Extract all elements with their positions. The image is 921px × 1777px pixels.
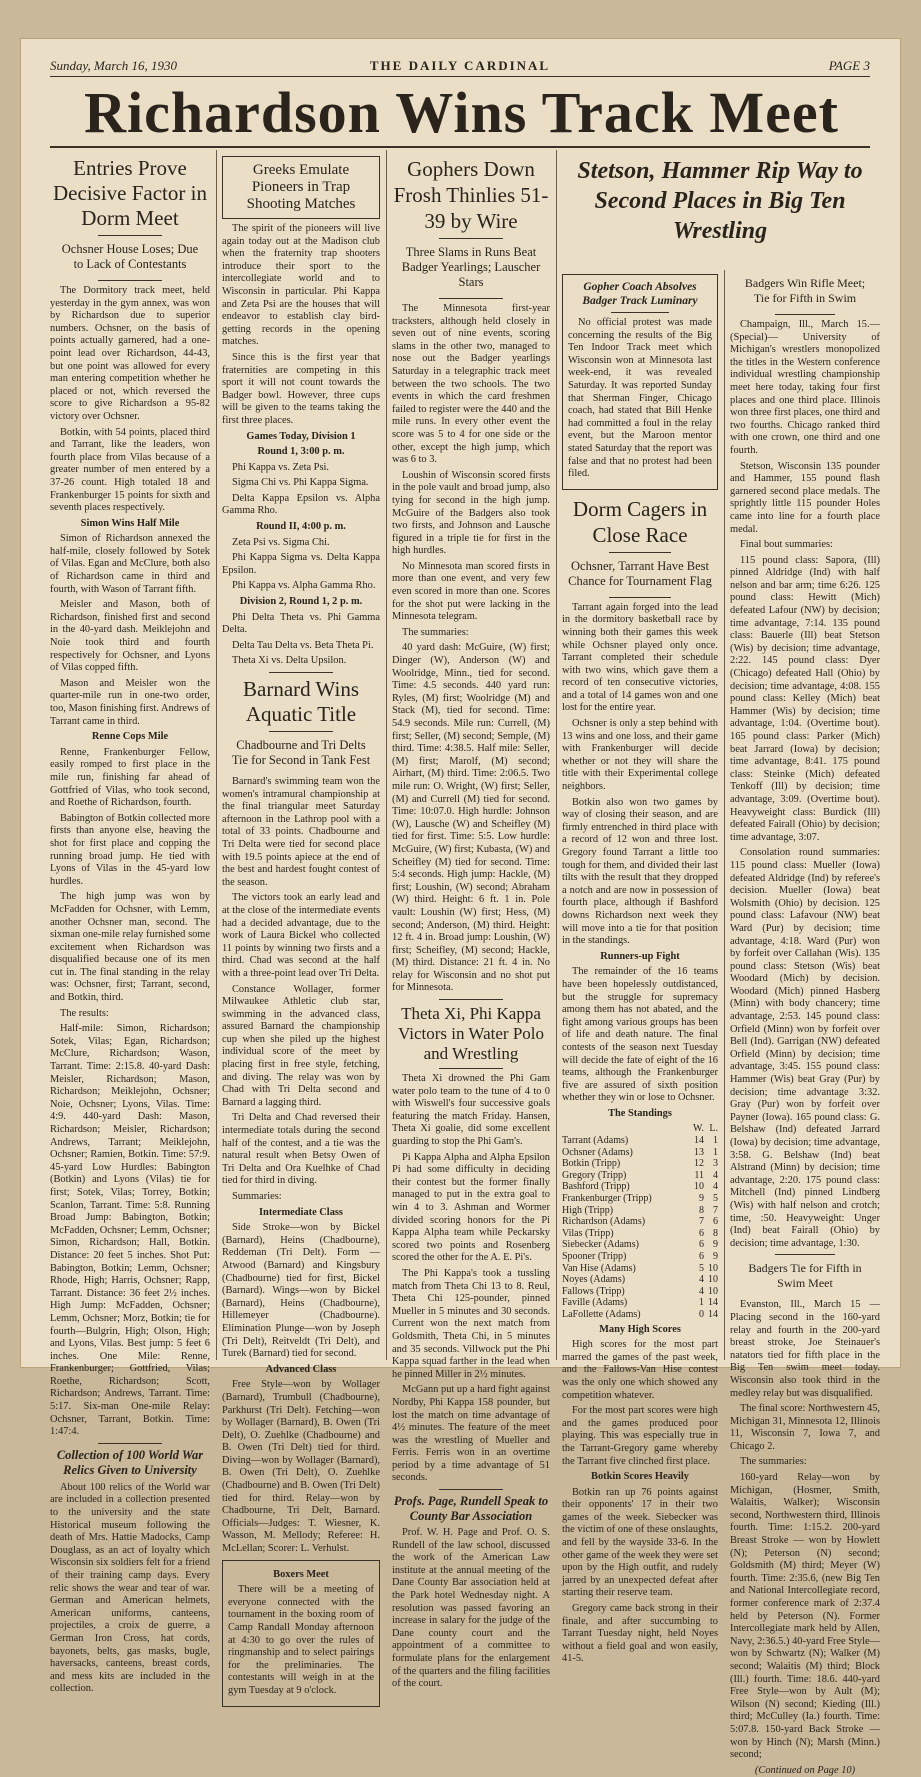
subhead: Simon Wins Half Mile — [80, 517, 180, 529]
paragraph: Ochsner is only a step behind with 13 wins and one loss, and their game with Frankenburger will decide whether or not they will share the title with their Experimental college neighbors. — [562, 718, 718, 793]
paragraph: The Phi Kappa's took a tussling match from Theta Chi 13 to 8. Reul, Theta Chi 125-pounder, pinned Mueller in 5 minutes and 30 seconds. Current won the next match from Goldsmith, Theta Chi, in 5 minutes and 35 seconds. Villwock put the Phi Kappa squad farther in the lead when he pinned Miller in 2½ minutes. — [392, 1267, 550, 1380]
subhead: Boxers Meet — [273, 1568, 329, 1580]
paragraph: The victors took an early lead and at the close of the intermediate events had a decided advantage, due to the work of Laura Bickel who collected 11 points by winning two firsts and a third. Chad was second at the half with a three-point lead over Tri Delta. — [222, 892, 380, 979]
paragraph: The spirit of the pioneers will live again today out at the Madison club when the fraternity trap shooters introduce their sport to the intercollegiate world and to Wisconsin in particular. Phi Kappa and Zeta Psi are the houses that will endeavor to establish clay bird-getting records in the opening matches. — [222, 223, 380, 348]
subhead: Round II, 4:00 p. m. — [256, 521, 346, 533]
divider — [98, 1443, 162, 1444]
paragraph: The remainder of the 16 teams have been hopelessly outdistanced, but the struggle for supremacy among them has not abated, and the fight among various groups has been of life and death nature. The final contests of the season next Tuesday will decide the fate of eight of the 16 teams, although the Frankenburger five are assured of sixth position whether they win or lose to Ochsner. — [562, 966, 718, 1104]
table-row — [562, 1239, 718, 1251]
schedule-item: Zeta Psi vs. Sigma Chi. — [232, 536, 330, 548]
divider — [439, 1489, 502, 1490]
losses: 5 — [713, 1193, 718, 1205]
team-name: High (Tripp) — [562, 1204, 614, 1216]
wins: 11 — [694, 1169, 704, 1181]
schedule-item: Phi Kappa vs. Zeta Psi. — [232, 461, 329, 473]
subhead: Round 1, 3:00 p. m. — [257, 446, 345, 458]
paragraph: Babington of Botkin collected more firsts than anyone else, heaving the shot for first place and copping the running broad jump. He tied with Lyons of Vilas in the 45-yard low hurdles. — [50, 812, 210, 887]
schedule-item: Phi Kappa Sigma vs. Delta Kappa Epsilon. — [222, 552, 380, 576]
team-name: LaFollette (Adams) — [562, 1308, 641, 1320]
paragraph: Side Stroke—won by Bickel (Barnard), Heins (Chadbourne), Reddeman (Tri Delt). Form — Atwood (Barnard) and Kingsbury (Chadbourne) tied for first, Bickel (Barnard). Wings—won by Bickel (Barnard), Heins (Chadbourne), Hillemeyer (Chadbourne). Elimination Plunge—won by Joseph (Tri Delt), Reitveldt (Tri Delt), and Turek (Barnard) tied for second. — [222, 1222, 380, 1360]
paragraph: Pi Kappa Alpha and Alpha Epsilon Pi had some difficulty in deciding their contest but the former finally managed to put in the extra goal to win 4 to 3. Ashman and Wormer divided scoring honors for the Pi Kappa Alpha team while Peckarsky scored two points and Rosenberg scored the other for the A. E. Pi's. — [392, 1151, 550, 1264]
subhead: Advanced Class — [265, 1363, 337, 1375]
issue-date: Sunday, March 16, 1930 — [50, 58, 177, 73]
table-row — [562, 1147, 718, 1159]
team-name: Siebecker (Adams) — [562, 1239, 639, 1251]
wins: 8 — [699, 1204, 704, 1216]
divider — [269, 731, 332, 732]
table-row — [562, 1228, 718, 1240]
column-dorm-meet — [50, 150, 210, 1695]
paragraph: Barnard's swimming team won the women's intramural championship at the final triangular meet Saturday afternoon in the Lathrop pool with a total of 33 points. Chadbourne and Tri Delta were tied for second place with 19.5 points apiece at the end of the best and hardest fought contest of the season. — [222, 776, 380, 888]
team-name: Faville (Adams) — [562, 1297, 628, 1309]
losses: 9 — [713, 1239, 718, 1251]
article-title: Entries Prove Decisive Factor in Dorm Meet — [53, 156, 207, 230]
paragraph: The summaries: — [740, 1456, 807, 1468]
divider — [775, 314, 835, 315]
table-row — [562, 1216, 718, 1228]
divider — [775, 1254, 835, 1255]
paragraph: There will be a meeting of everyone connected with the tournament in the boxing room of Camp Randall Monday afternoon at 4:30 to go over the rules of ringmanship and to select pairings for the preliminaries. The contestants will weigh in at the gym Tuesday at 9 o'clock. — [228, 1584, 374, 1696]
paragraph: The summaries: — [402, 626, 469, 638]
paragraph: Meisler and Mason, both of Richardson, finished first and second in the 40-yard dash. Meiklejohn and Noie took third and fourth respectively for Ochsner, and Lyons of Vilas copped fifth. — [50, 599, 210, 674]
gopher-coach-box — [562, 274, 718, 490]
paragraph: Theta Xi drowned the Phi Gam water polo team to the tune of 4 to 0 with Wiswell's four successive goals featuring the match Friday. Hansen, Theta Xi goalie, did some excellent guarding to stop the Phi Gam's. — [392, 1073, 550, 1148]
paragraph: Constance Wollager, former Milwaukee Athletic club star, swimming in the advanced class, assured Barnard the championship cup when she piled up the highest individual score of the meet by placing first in free style, fetching, and diving. The relay was won by Chad with Tri Delta second and Barnard a lagging third. — [222, 983, 380, 1108]
wins: 5 — [699, 1262, 704, 1274]
losses: 9 — [713, 1251, 718, 1262]
paragraph: Prof. W. H. Page and Prof. O. S. Rundell of the law school, discussed the work of the American Law institute at the annual meeting of the Dane County Bar association held at the Park hotel Wednesday night. A resolution was passed favoring an increase in salary for the judge of the Dane county court and the appointment of a committee to formulate plans for the enlargement of the quarters and the filing facilities of the court. — [392, 1527, 550, 1690]
wins: 0 — [699, 1308, 704, 1320]
newspaper-page — [20, 38, 901, 1776]
losses: 7 — [713, 1204, 718, 1216]
wins: 6 — [699, 1239, 704, 1251]
wins: 12 — [694, 1158, 704, 1170]
table-row — [562, 1205, 718, 1217]
team-name: Frankenburger (Tripp) — [562, 1193, 652, 1205]
schedule-item: Sigma Chi vs. Phi Kappa Sigma. — [232, 477, 369, 489]
column-dorm-cagers — [562, 270, 718, 1665]
headline-rule — [50, 146, 870, 148]
article-deck: Chadbourne and Tri Delts Tie for Second in Tank Fest — [231, 738, 371, 767]
team-name: Noyes (Adams) — [562, 1274, 626, 1286]
column-gophers-theta — [392, 150, 550, 1690]
masthead — [50, 58, 870, 77]
subhead: Many High Scores — [599, 1323, 681, 1335]
wins: 4 — [699, 1274, 704, 1286]
losses: 6 — [713, 1216, 718, 1228]
wins: 6 — [699, 1227, 704, 1239]
losses: 10 — [708, 1274, 718, 1286]
wins: 13 — [694, 1146, 704, 1158]
wins: 7 — [699, 1216, 704, 1228]
paragraph: Stetson, Wisconsin 135 pounder and Hammer, 155 pound flash garnered second place medals. The sprightly little 115 pounder Holes came into line for a fourth place medal. — [730, 460, 880, 535]
paragraph: About 100 relics of the World war are included in a collection presented to the university and the state Historical museum following the death of Mrs. Hattie Madocks, Camp Douglass, as an act of loyalty which Wisconsin six soldiers felt for a friend of their training camp days. Every relic shows the wear and tear of war. German and American helmets, American uniforms, canteens, projectiles, a croix de guerre, a German Iron Cross, hat cords, bayonets, belts, gas masks, bugle, haversacks, canteens, breast cords, and mess kits are included in the collection. — [50, 1481, 210, 1695]
subhead: Games Today, Division 1 — [246, 430, 356, 442]
team-name: Richardson (Adams) — [562, 1216, 646, 1228]
divider — [439, 238, 502, 239]
column-divider — [556, 150, 557, 1360]
main-headline: Richardson Wins Track Meet — [84, 80, 839, 145]
greeks-box — [222, 156, 380, 219]
paragraph: Loushin of Wisconsin scored firsts in the pole vault and broad jump, also tying for second in the high jump. McGuire of the Badgers also took two firsts, and Johnson and Lausche figured in a triple tie for first in the high hurdles. — [392, 469, 550, 557]
paragraph: Summaries: — [232, 1191, 282, 1202]
paragraph: Gregory came back strong in their finale, and after succumbing to Tarrant Tuesday night, held Noyes without a field goal and won easily, 41-5. — [562, 1603, 718, 1665]
paragraph: No official protest was made concerning the results of the Big Ten Indoor Track meet which Wisconsin won at Minnesota last week-end, it was revealed Saturday. It was reported Sunday that Sherman Finger, Chicago coach, had stated that Bill Henke had committed a foul in the relay event, but the Maroon mentor stated Saturday that the report was false and that no protest had been filed. — [568, 317, 712, 480]
losses: 3 — [713, 1158, 718, 1170]
article-title: Profs. Page, Rundell Speak to County Bar Association — [393, 1494, 549, 1524]
subhead: Botkin Scores Heavily — [591, 1471, 689, 1483]
team-name: Spooner (Tripp) — [562, 1251, 627, 1262]
paragraph: For the most part scores were high and the games produced poor playing. This was especially true in the Tarrant-Gregory game whereby the Tarrant five clinched first place. — [562, 1405, 718, 1467]
divider — [269, 672, 332, 673]
losses: 4 — [713, 1181, 718, 1193]
table-row — [562, 1158, 718, 1170]
paragraph: McGann put up a hard fight against Nordby, Phi Kappa 158 pounder, but lost the match on time advantage of 4½ minutes. The feature of the meet was the wrestling of Mueller and Ferris. Ferris won in an overtime period by a time advantage of 51 seconds. — [392, 1384, 550, 1484]
standings-header — [562, 1123, 718, 1135]
paragraph: No Minnesota man scored firsts in more than one event, and very few even scored in more than one. Scores for the shot put were lacking in the Minnesota telegram. — [392, 560, 550, 623]
table-row — [562, 1170, 718, 1182]
article-title: Gophers Down Frosh Thinlies 51-39 by Wire — [393, 157, 549, 233]
results-text: Half-mile: Simon, Richardson; Sotek, Vilas; Egan, Richardson; McClure, Richardson; Wason, Tarrant. Time: 2:15.8. 40-yard Dash: Meisler, Richardson; Mason, Richardson; Meiklejohn, Ochsner; Noie, Ochsner; Lyons, Vilas. Time: 4:9. 440-yard Dash: Mason, Richardson; Meisler, Richardson; Andrews, Tarrant; Meiklejohn, Ochsner; Ramien, Botkin. Time: 57:9. 45-yard Low Hurdles: Babington (Botkin) and Lyons (Vilas) tie for first; Sotek, Vilas; Torrey, Botkin; Scanlon, Tarrant. Time: 5:8. Running Broad Jump: Babington, Botkin; McFadden, Ochsner; Lemm, Ochsner; Simon, Richardson; Hall, Botkin. Distance: 20 feet 5 inches. Shot Put: Babington, Botkin; Lemm, Ochsner; Rhode, High; Harris, Ochsner; Rapp, Tarrant. Distance: 36 feet 2½ inches. High Jump: McFadden, Ochsner; Lemm, Ochsner; Morz, Botkin; tie for fourth—Bulgrin, High; Olson, High; and Lyons, Vilas. Best jump: 5 feet 6 inches. One Mile: Renne, Frankenburger; Gottfried, Vilas; Roethe, Richardson; Scott, Richardson; Andrews, Tarrant. Time: 5:17. Six-man One-mile Relay: Ochsner, Tarrant, Botkin. Time: 1:47:4. — [50, 1023, 210, 1438]
divider — [439, 1068, 502, 1069]
divider — [611, 312, 669, 313]
team-name: Ochsner (Adams) — [562, 1146, 633, 1158]
paragraph: Botkin ran up 76 points against their opponents' 17 in their two games of the week. Siebecker was the victim of one of these onslaughts, and fell by the wayside 33-6. In the other game of the week they were set upon by the High outfit, and rudely jarred by an unexpected defeat after starting their reserve team. — [562, 1486, 718, 1599]
page-number: PAGE 3 — [828, 58, 870, 73]
subhead: Intermediate Class — [259, 1206, 343, 1218]
team-name: Tarrant (Adams) — [562, 1135, 629, 1147]
schedule-item: Delta Tau Delta vs. Beta Theta Pi. — [232, 639, 374, 651]
losses: 1 — [713, 1146, 718, 1158]
standings-table — [562, 1123, 718, 1320]
column-header: W. — [692, 1123, 704, 1135]
wins: 10 — [694, 1181, 704, 1193]
column-greeks-barnard — [222, 150, 380, 1696]
paragraph: The results: — [60, 1007, 109, 1019]
column-rifle-swim — [730, 270, 880, 1776]
article-title: Barnard Wins Aquatic Title — [243, 677, 359, 726]
paragraph: The Dormitory track meet, held yesterday in the gym annex, was won by Richardson due to superior numbers. Ochsner, on the basis of points actually garnered, had a one-point lead over Richardson, 44-43, but one point was allowed for every man entering competition whether he placed or not, which reversed the score to give Richardson a 95-82 victory over Ochsner. — [50, 285, 210, 422]
column-header: L. — [709, 1123, 718, 1135]
article-title: Dorm Cagers in Close Race — [572, 496, 708, 547]
paragraph: High scores for the most part marred the games of the past week, and the Fallows-Van Hise contest was the only one which showed any competition whatever. — [562, 1339, 718, 1401]
table-row — [562, 1251, 718, 1263]
article-title: Greeks Emulate Pioneers in Trap Shooting Matches — [246, 162, 356, 212]
losses: 4 — [713, 1169, 718, 1181]
summaries-text: Consolation round summaries: 115 pound class: Mueller (Iowa) defeated Aldridge (Ind) by referee's decision. Mueller (Iowa) beat Wolsmith (Ohio) by decision. 125 pound class: Lafavour (NW) beat Ward (Pur) by decision; time advantage, 4:18. Ward (Pur) won by forfeit over Callahan (Wis). 135 pound class: Stetson (Wis) beat Woodard (Mich) by decision. Woodard (Mich) pinned Hasberg (Minn) with body chancery; time advantage, 2:53. 145 pound class: Orfield (Minn) won by forfeit over Bell (Ind). Garrigan (NW) defeated Orfield (Minn) by decision; time advantage, 3:45. 155 pound class: Hammer (Wis) beat Gray (Pur) by decision; time advantage 3:32. Gray (Pur) won by forfeit over Payner (Iowa). 165 pound class: G. Belshaw (Ind) defeated Jarrard (Iowa) by decision; time advantage, 3:58. G. Belshaw (Ind) beat Alstrand (Minn) by decision; time advantage, 2:20. 175 pound class: Mitchell (Ind) pinned Lindberg (Wis) with half nelson and crotch; time, :50. Heavyweight: Unger (Ind) beat Fairall (Ohio) by decision; time advantage, 1:30. — [730, 847, 880, 1249]
subhead: Renne Cops Mile — [91, 731, 169, 743]
divider — [439, 298, 502, 299]
losses: 10 — [708, 1285, 718, 1297]
team-name: Vilas (Tripp) — [562, 1227, 614, 1239]
summaries-text: 160-yard Relay—won by Michigan, (Hosmer, Smith, Walaitis, Walker); Wisconsin second, Northwestern third, Illinois fourth. Time: 1:15.2. 200-yard Breast Stroke — won by Howlett (N); Peterson (N) second; Goldsmith (M) third; Meyer (W) fourth. Time: 2:35.6, (new Big Ten and National Intercollegiate record, former conference mark of 2:37.4 held by Peterson (N). Former Intercollegiate mark held by Allen, Navy, 2:36.5.) 40-yard Free Style—won by Schwartz (N); Walker (M) second; Walaitis (M) third; Block (Ill.) fourth. Time: 18.6. 440-yard Free Style—won by Ault (M); Wilson (N) second; Kieding (Ill.) third; McCulley (Ia.) fourth. Time: 5:07.8. 150-yard Back Stroke — won by Hinch (N); Marsh (Minn.) second; — [730, 1472, 880, 1761]
schedule-item: Delta Kappa Epsilon vs. Alpha Gamma Rho. — [222, 492, 380, 517]
wins: 4 — [699, 1285, 704, 1297]
losses: 14 — [708, 1297, 718, 1309]
subhead: Division 2, Round 1, 2 p. m. — [239, 596, 363, 608]
column-divider — [216, 150, 217, 1360]
paragraph: Mason and Meisler won the quarter-mile run in one-two order, too, Mason finishing first. Andrews of Tarrant came in third. — [50, 677, 210, 727]
paper-name: THE DAILY CARDINAL — [369, 58, 551, 73]
wrestling-banner — [560, 156, 880, 266]
paragraph: The final score: Northwestern 45, Michigan 31, Minnesota 12, Illinois 11, Wisconsin 7, Iowa 7, and Chicago 2. — [730, 1403, 880, 1452]
team-name: Botkin (Tripp) — [562, 1158, 621, 1170]
summaries-text: 115 pound class: Sapora, (Ill) pinned Aldridge (Ind) with half nelson and bar arm; time 6:26. 125 pound class: Hewitt (Mich) defeated Lafour (NW) by decision; time advantage, 7:14. 135 pound class: Bauerle (Ill) beat Stetson (Wis) by decision; time advantage, 2:22. 145 pound class: Dyer (Chicago) defeated Hall (Ohio) by decision; time advantage, 4:08. 155 pound class: Kelley (Mich) beat Hammer (Wis) by decision; time advantage, 1:04. (Overtime bout). 165 pound class: Parker (Mich) beat Jarrard (Iowa) by decision; time advantage, 8:41. 175 pound class: Steinke (Mich) defeated Tenkoff (Ill) by decision; time advantage, 3:09. (Overtime bout). Heavyweight class: Burdick (Ill) defeated Fairall (Ohio) by decision; time advantage, 3:07. — [730, 554, 880, 843]
paragraph: Botkin, with 54 points, placed third and Tarrant, like the leaders, won fourth place from Vilas because of a greater number of men entered by a 37-26 count. High totaled 18 and Frankenburger 15 points for sixth and seventh places respectively. — [50, 426, 210, 514]
team-name: Fallows (Tripp) — [562, 1285, 625, 1297]
schedule-item: Theta Xi vs. Delta Upsilon. — [232, 655, 347, 667]
table-row — [562, 1135, 718, 1147]
table-row — [562, 1193, 718, 1205]
article-title: Theta Xi, Phi Kappa Victors in Water Polo and Wrestling — [397, 1004, 545, 1064]
wins: 9 — [699, 1193, 704, 1205]
schedule-item: Phi Delta Theta vs. Phi Gamma Delta. — [222, 611, 380, 636]
wins: 6 — [699, 1251, 704, 1262]
column-divider — [386, 150, 387, 1360]
article-deck: Three Slams in Runs Beat Badger Yearlings; Lauscher Stars — [401, 245, 541, 289]
article-title: Stetson, Hammer Rip Way to Second Places in Big Ten Wrestling — [577, 158, 863, 244]
column-divider — [724, 270, 725, 1360]
table-row — [562, 1309, 718, 1321]
article-deck: Badgers Win Rifle Meet; Tie for Fifth in Swim — [744, 276, 866, 305]
divider — [609, 597, 671, 598]
article-title: Gopher Coach Absolves Badger Track Luminary — [582, 281, 698, 307]
paragraph: Botkin also won two games by way of closing their season, and are firmly entrenched in third place with a record of 12 won and three lost. Gregory found Tarrant a little too tough for them, and divided their last tilts with the result that they dropped a notch and are now in possession of fourth place, although if Bashford downs Richardson next week they will move into a tie for that position in the standings. — [562, 796, 718, 947]
schedule-item: Phi Kappa vs. Alpha Gamma Rho. — [232, 580, 376, 592]
table-row — [562, 1181, 718, 1193]
divider — [98, 235, 162, 236]
paragraph: Champaign, Ill., March 15.—(Special)— University of Michigan's wrestlers monopolized the titles in the Western conference individual wrestling championship meet here today, taking four first places and one third place. Illinois won three first places, one third and two fourths. Chicago ranked third with one crown, one third and one fourth. — [730, 319, 880, 456]
table-row — [562, 1263, 718, 1275]
paragraph: Simon of Richardson annexed the half-mile, closely followed by Sotek of Vilas. Egan and McClure, both also of Richardson came in third and fourth, with Wason of Tarrant fifth. — [50, 533, 210, 595]
table-row — [562, 1274, 718, 1286]
divider — [439, 999, 502, 1000]
paragraph: Free Style—won by Wollager (Barnard), Trumbull (Chadbourne), Parkhurst (Tri Delt). Fetching—won by Wollager (Barnard), B. Owen (Tri Delt), O. Zuehlke (Chadbourne) and B. Owen (Tri Delt) tied for third. Diving—won by Wollager (Barnard), B. Owen (Tri Delt), O. Zuehlke (Chadbourne) and B. Owen (Tri Delt) tied for third. Relay—won by Chadbourne, Tri Delt, Barnard. Officials—Judges: T. Wiesner, K. Wasson, M. Mellody; Referee: H. McLellan; Scorer: L. Verhulst. — [222, 1379, 380, 1555]
losses: 1 — [713, 1135, 718, 1147]
losses: 10 — [708, 1262, 718, 1274]
paragraph: The high jump was won by McFadden for Ochsner, with Lemm, another Ochsner man, second. The sixman one-mile relay furnished some excitement when Richardson was disqualified because one of its men cut in. The final standing in the relay was: Ochsner, first; Tarrant, second, and Botkin, third. — [50, 891, 210, 1004]
divider — [98, 280, 162, 281]
divider — [609, 552, 671, 553]
subhead: The Standings — [608, 1107, 672, 1119]
paragraph: Tri Delta and Chad reversed their intermediate totals during the second half of the contest, and a tie was the natural result when Betsy Owen of Tri Delta and Ora Kuelhke of Chad tied for third in diving. — [222, 1112, 380, 1187]
article-deck: Ochsner House Loses; Due to Lack of Contestants — [61, 242, 199, 271]
article-title: Badgers Tie for Fifth in Swim Meet — [748, 1261, 862, 1291]
subhead: Runners-up Fight — [600, 950, 680, 962]
paragraph: Final bout summaries: — [740, 539, 833, 551]
paragraph: Evanston, Ill., March 15 — Placing second in the 160-yard relay and fourth in the 200-yard breast stroke, Joe Steinauer's natators tied for fifth place in the Big Ten swim meet today. Wisconsin also took third in the medley relay but was disqualified. — [730, 1299, 880, 1399]
losses: 14 — [708, 1308, 718, 1320]
wins: 14 — [694, 1135, 704, 1147]
team-name: Bashford (Tripp) — [562, 1181, 630, 1193]
summaries-text: 40 yard dash: McGuire, (W) first; Dinger (W), Anderson (W) and Woolridge, Minn., tied for second. Time: 4.5 seconds. 440 yard run: Ryles, (M) first; Woolridge (M) and Stack (M), tied for second. Time: 54.9 seconds. Mile run: Currell, (M) first; Seller, (M) second; Semple, (M) third. Time: 4:38.5. Half mile: Seller, (M) first; Marolf, (M) second; Airhart, (M) third. Time: 2:06.5. Two mile run: O. Wright, (W) first; Seller, (M) and Currell (M) tied for second. Time: 10:07.0. High hurdle: Johnson (W), Lausche (W) and Scheifley (M) tied for first. Time: 5:5. Low hurdle: McGuire, (W) first; Kubasta, (W) and Scheifley (M) tied for second. Time: 5:4 seconds. High jump: Hackle, (M) first; Loushin, (W) second; Abraham (W) third. Height: 6 ft. 1 in. Pole vault: Loushin (W) first; Hess, (M) second; Anderson, (M) third. Height: 12 ft. 4 in. Broad jump: Loushin, (W) first; Scheifley, (M) second; Hackle, (M) third. Distance: 21 ft. 4 in. No relay for Wisconsin and no shot put for Minnesota. — [392, 642, 550, 994]
paragraph: The Minnesota first-year tracksters, although held closely in seven out of nine events, scoring slams in the other two, managed to nose out the Badger yearlings Saturday in a telegraphic track meet between the two schools. The two events in which the card freshmen failed to register were the 440 and the mile runs. In every other event the score was 5 to 4 for one side or the other, except the high jump, which was 6 to 3. — [392, 303, 550, 466]
paragraph: Renne, Frankenburger Fellow, easily romped to first place in the mile run, finishing far ahead of Gottfried of Vilas, who took second, and Roethe of Richardson, fourth. — [50, 746, 210, 809]
article-deck: Ochsner, Tarrant Have Best Chance for Tournament Flag — [568, 558, 712, 588]
table-row — [562, 1286, 718, 1298]
paragraph: Tarrant again forged into the lead in the dormitory basketball race by winning both their games this week while Ochsner played only once. Tarrant completed their schedule with two wins, which gave them a record of ten consecutive victories, and a total of 14 games won and one lost for the entire year. — [562, 601, 718, 714]
paragraph: Since this is the first year that fraternities are competing in this sport it will not count towards the Badger bowl. However, three cups will be given to the teams taking the first three places. — [222, 351, 380, 426]
article-title: Collection of 100 World War Relics Given to University — [56, 1447, 204, 1477]
team-name: Van Hise (Adams) — [562, 1262, 636, 1274]
wins: 1 — [699, 1297, 704, 1309]
team-name: Gregory (Tripp) — [562, 1169, 627, 1181]
losses: 8 — [713, 1227, 718, 1239]
boxers-box — [222, 1560, 380, 1707]
table-row — [562, 1297, 718, 1309]
continued-note: (Continued on Page 10) — [754, 1764, 856, 1776]
